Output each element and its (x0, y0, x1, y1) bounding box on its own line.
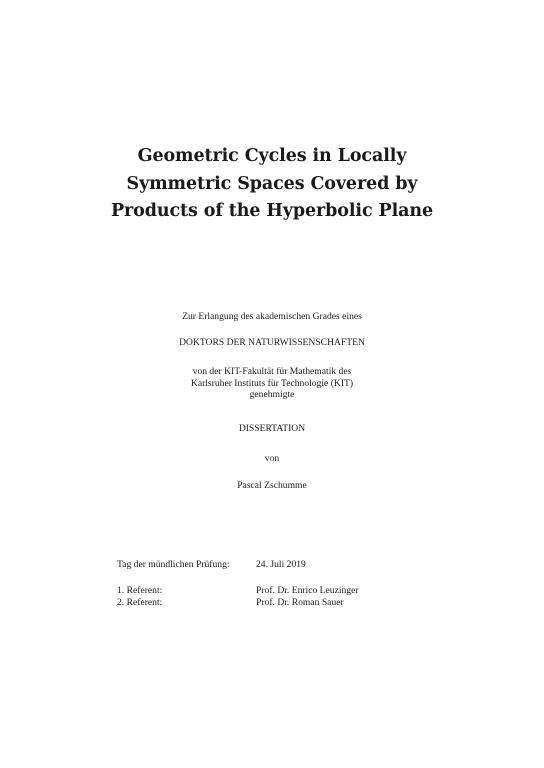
referee-2-label: 2. Referent: (117, 597, 163, 608)
title-line-3: Products of the Hyperbolic Plane (110, 201, 434, 221)
author-name: Pascal Zschumme (237, 480, 307, 491)
referee-1-label: 1. Referent: (117, 585, 163, 596)
exam-date-value: 24. Juli 2019 (256, 559, 306, 570)
exam-date-label: Tag der mündlichen Prüfung: (117, 559, 230, 570)
by-label: von (264, 453, 280, 464)
title-line-2: Symmetric Spaces Covered by (126, 173, 418, 194)
referee-2-name: Prof. Dr. Roman Sauer (256, 597, 344, 608)
degree-name: DOKTORS DER NATURWISSENSCHAFTEN (179, 337, 365, 348)
faculty-approval (0, 366, 544, 401)
faculty-line-3: genehmigte (249, 389, 295, 401)
faculty-line-1: von der KIT-Fakultät für Mathematik des (192, 366, 352, 377)
title-line-1: Geometric Cycles in Locally (137, 146, 407, 166)
document-type: DISSERTATION (238, 423, 306, 434)
degree-purpose: Zur Erlangung des akademischen Grades eines (182, 311, 362, 322)
faculty-line-2: Karlsruher Instituts für Technologie (KIT) (190, 377, 354, 389)
dissertation-title (0, 143, 544, 226)
referee-1-name: Prof. Dr. Enrico Leuzinger (256, 585, 359, 596)
